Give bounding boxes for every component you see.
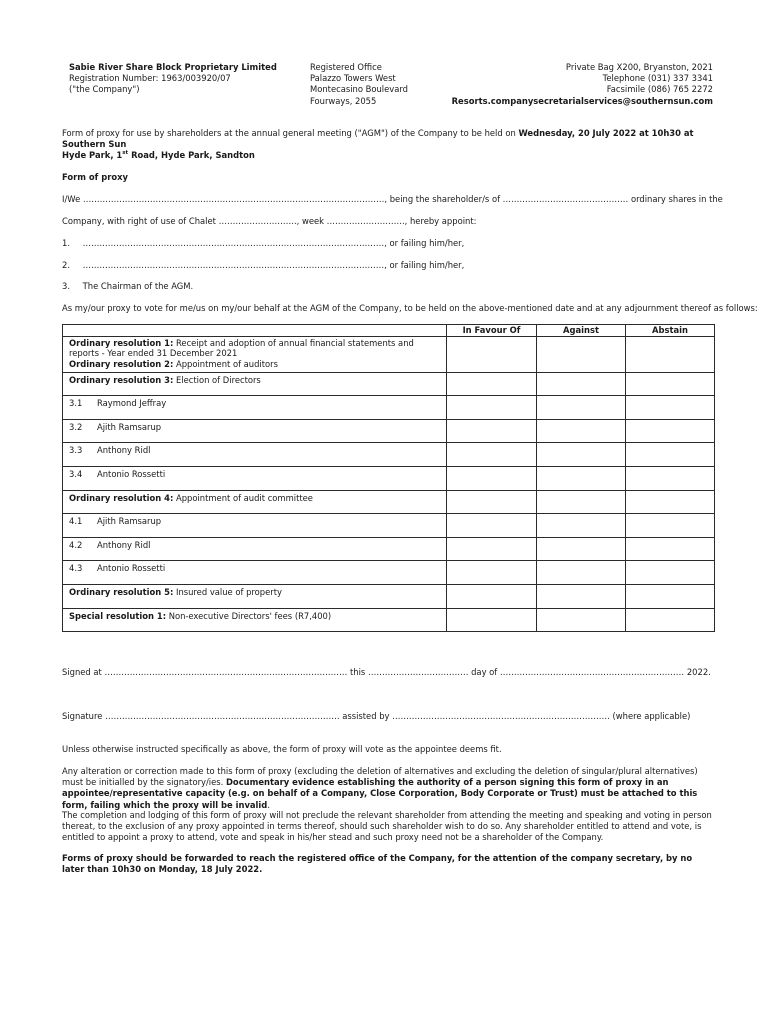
header-abstain: Abstain (626, 325, 715, 337)
sub-num: 3.4 (69, 468, 83, 479)
registered-office-block (310, 62, 408, 107)
sub-text: Ajith Ramsarup (97, 421, 162, 432)
appointee-1-num: 1. (62, 238, 70, 248)
form-heading: Form of proxy (62, 172, 128, 182)
table-row (63, 396, 715, 420)
note-alteration (62, 766, 714, 811)
sub-num: 3.2 (69, 421, 83, 432)
vote-in-favour-cell[interactable] (447, 396, 537, 420)
resolution-3-label: Ordinary resolution 3: (69, 374, 174, 385)
vote-abstain-cell[interactable] (626, 537, 715, 561)
sub-num: 4.2 (69, 539, 83, 550)
resolution-cell (63, 561, 447, 585)
vote-against-cell[interactable] (537, 561, 626, 585)
resolution-cell (63, 608, 447, 632)
intro-venue-a: Hyde Park, 1 (62, 150, 123, 161)
intro-venue-sup: st (122, 150, 129, 157)
appointee-2[interactable] (62, 260, 464, 271)
header-against: Against (537, 325, 626, 337)
vote-against-cell[interactable] (537, 419, 626, 443)
vote-abstain-cell[interactable] (626, 443, 715, 467)
registered-office-line1: Palazzo Towers West (310, 73, 396, 84)
sub-text: Anthony Ridl (97, 445, 151, 456)
appointee-2-text: ………………………………………………………………………………………………, or failing him/her, (82, 260, 465, 270)
company-name: Sabie River Share Block Proprietary Limited (69, 62, 277, 72)
table-row (63, 490, 715, 514)
table-row (63, 419, 715, 443)
table-row (63, 537, 715, 561)
resolution-cell (63, 490, 447, 514)
special-resolution-1-text: Non-executive Directors' fees (R7,400) (166, 610, 332, 621)
table-row (63, 608, 715, 632)
resolution-1-label: Ordinary resolution 1: (69, 337, 174, 348)
chalet-line[interactable]: Company, with right of use of Chalet ………………………., week ………………………., hereby appoint: (62, 216, 477, 226)
vote-in-favour-cell[interactable] (447, 466, 537, 490)
postal-address: Private Bag X200, Bryanston, 2021 (565, 62, 713, 72)
vote-against-cell[interactable] (537, 443, 626, 467)
intro-venue-b: Road, Hyde Park, Sandton (128, 150, 255, 161)
vote-against-cell[interactable] (537, 514, 626, 538)
email-address[interactable]: Resorts.companysecretarialservices@southernsun.com (451, 95, 713, 106)
table-row (63, 466, 715, 490)
vote-in-favour-cell[interactable] (447, 608, 537, 632)
intro-paragraph (62, 128, 714, 162)
vote-abstain-cell[interactable] (626, 396, 715, 420)
vote-abstain-cell[interactable] (626, 372, 715, 396)
table-row (63, 561, 715, 585)
resolution-cell (63, 419, 447, 443)
table-row (63, 514, 715, 538)
sub-num: 4.3 (69, 563, 83, 574)
resolution-cell (63, 514, 447, 538)
company-block (69, 62, 277, 96)
resolutions-table (62, 324, 715, 632)
vote-against-cell[interactable] (537, 396, 626, 420)
resolution-cell (63, 336, 447, 372)
vote-instruction: As my/our proxy to vote for me/us on my/our behalf at the AGM of the Company, to be held on the above-mentioned date and at any adjournment thereof as follows: (62, 303, 758, 313)
vote-in-favour-cell[interactable] (447, 443, 537, 467)
vote-against-cell[interactable] (537, 372, 626, 396)
header-in-favour: In Favour Of (447, 325, 537, 337)
vote-abstain-cell[interactable] (626, 584, 715, 608)
vote-in-favour-cell[interactable] (447, 372, 537, 396)
appointee-1[interactable] (62, 238, 464, 249)
resolution-4-label: Ordinary resolution 4: (69, 492, 174, 503)
resolution-cell (63, 443, 447, 467)
vote-abstain-cell[interactable] (626, 514, 715, 538)
facsimile: Facsimile (086) 765 2272 (606, 84, 713, 95)
vote-against-cell[interactable] (537, 584, 626, 608)
resolution-cell (63, 537, 447, 561)
resolution-4-text: Appointment of audit committee (173, 492, 313, 503)
vote-in-favour-cell[interactable] (447, 584, 537, 608)
intro-date: Wednesday, 20 July 2022 at 10h30 at Southern Sun (62, 128, 694, 150)
resolution-1-text: Receipt and adoption of annual financial statements and reports - Year ended 31 December 2021 (69, 337, 414, 359)
sub-text: Ajith Ramsarup (97, 516, 162, 527)
resolution-cell (63, 396, 447, 420)
vote-abstain-cell[interactable] (626, 419, 715, 443)
company-alias: ("the Company") (69, 84, 140, 95)
vote-in-favour-cell[interactable] (447, 336, 537, 372)
vote-abstain-cell[interactable] (626, 561, 715, 585)
vote-against-cell[interactable] (537, 336, 626, 372)
resolution-5-text: Insured value of property (173, 586, 282, 597)
shareholder-line[interactable]: I/We ………………………………………………………………………………………………, being the shareholder/s of ……………………………………… ordinary shares in the (62, 194, 723, 204)
vote-abstain-cell[interactable] (626, 490, 715, 514)
sub-text: Anthony Ridl (97, 539, 151, 550)
vote-against-cell[interactable] (537, 537, 626, 561)
header-resolution (63, 325, 447, 337)
resolution-cell (63, 466, 447, 490)
registered-office-title: Registered Office (310, 62, 382, 72)
resolution-2-text: Appointment of auditors (173, 358, 278, 369)
sub-num: 4.1 (69, 516, 83, 527)
registered-office-line2: Montecasino Boulevard (310, 84, 408, 95)
sub-num: 3.1 (69, 398, 83, 409)
note-alteration-plain: Any alteration or correction made to this form of proxy (excluding the deletion of alternatives and excluding the deletion of singular/plural alternatives) must be initialled by the signatory/ies. (62, 766, 698, 788)
resolution-5-label: Ordinary resolution 5: (69, 586, 174, 597)
special-resolution-1-label: Special resolution 1: (69, 610, 167, 621)
intro-text: Form of proxy for use by shareholders at the annual general meeting ("AGM") of the Company to be held on (62, 128, 519, 138)
appointee-2-num: 2. (62, 260, 70, 270)
vote-in-favour-cell[interactable] (447, 514, 537, 538)
vote-in-favour-cell[interactable] (447, 537, 537, 561)
appointee-3 (62, 281, 193, 292)
contact-block (452, 62, 713, 107)
registered-office-line3: Fourways, 2055 (310, 95, 377, 106)
vote-in-favour-cell[interactable] (447, 419, 537, 443)
note-alteration-bold: Documentary evidence establishing the authority of a person signing this form of proxy in an appointee/representative capacity (e.g. on behalf of a Company, Close Corporation, Body Corporate or Trust) must be attached to this form, failing which the proxy will be invalid (62, 777, 698, 810)
telephone: Telephone (031) 337 3341 (602, 73, 713, 84)
note-deadline: Forms of proxy should be forwarded to reach the registered office of the Company, for the attention of the company secretary, by no later than 10h30 on Monday, 18 July 2022. (62, 853, 693, 875)
appointee-3-num: 3. (62, 281, 70, 291)
vote-against-cell[interactable] (537, 466, 626, 490)
signature-line[interactable]: Signature ………………………………………………………………………… assisted by …………………………………………………………………… (where applicable) (62, 711, 691, 721)
resolution-cell (63, 372, 447, 396)
vote-abstain-cell[interactable] (626, 466, 715, 490)
sub-text: Antonio Rossetti (97, 468, 166, 479)
sub-text: Raymond Jeffray (97, 398, 167, 409)
table-header-row (63, 325, 715, 337)
table-row (63, 372, 715, 396)
note-unless: Unless otherwise instructed specifically as above, the form of proxy will vote as the appointee deems fit. (62, 744, 502, 754)
table-row (63, 584, 715, 608)
registration-number: Registration Number: 1963/003920/07 (69, 73, 231, 84)
table-row (63, 336, 715, 372)
resolution-cell (63, 584, 447, 608)
note-alteration-end: . (267, 799, 270, 810)
vote-in-favour-cell[interactable] (447, 561, 537, 585)
table-row (63, 443, 715, 467)
sub-num: 3.3 (69, 445, 83, 456)
appointee-3-text: The Chairman of the AGM. (82, 281, 194, 291)
appointee-1-text: ………………………………………………………………………………………………, or failing him/her, (82, 238, 465, 248)
resolution-3-text: Election of Directors (173, 374, 261, 385)
note-lodging: The completion and lodging of this form of proxy will not preclude the relevant shareholder from attending the meeting and speaking and voting in person thereat, to the exclusion of any proxy appointed in terms thereof, should such shareholder wish to do so. Any shareholder entitled to attend and vote, is entitled to appoint a proxy to attend, vote and speak in his/her stead and such proxy need not be a shareholder of the Company. (62, 810, 712, 843)
vote-against-cell[interactable] (537, 608, 626, 632)
sub-text: Antonio Rossetti (97, 563, 166, 574)
resolution-2-label: Ordinary resolution 2: (69, 358, 174, 369)
signed-line[interactable]: Signed at …………………………………………………………………………… this ……………………………… day of ………………………………………………………… 2022. (62, 667, 711, 677)
vote-abstain-cell[interactable] (626, 336, 715, 372)
vote-in-favour-cell[interactable] (447, 490, 537, 514)
vote-abstain-cell[interactable] (626, 608, 715, 632)
vote-against-cell[interactable] (537, 490, 626, 514)
